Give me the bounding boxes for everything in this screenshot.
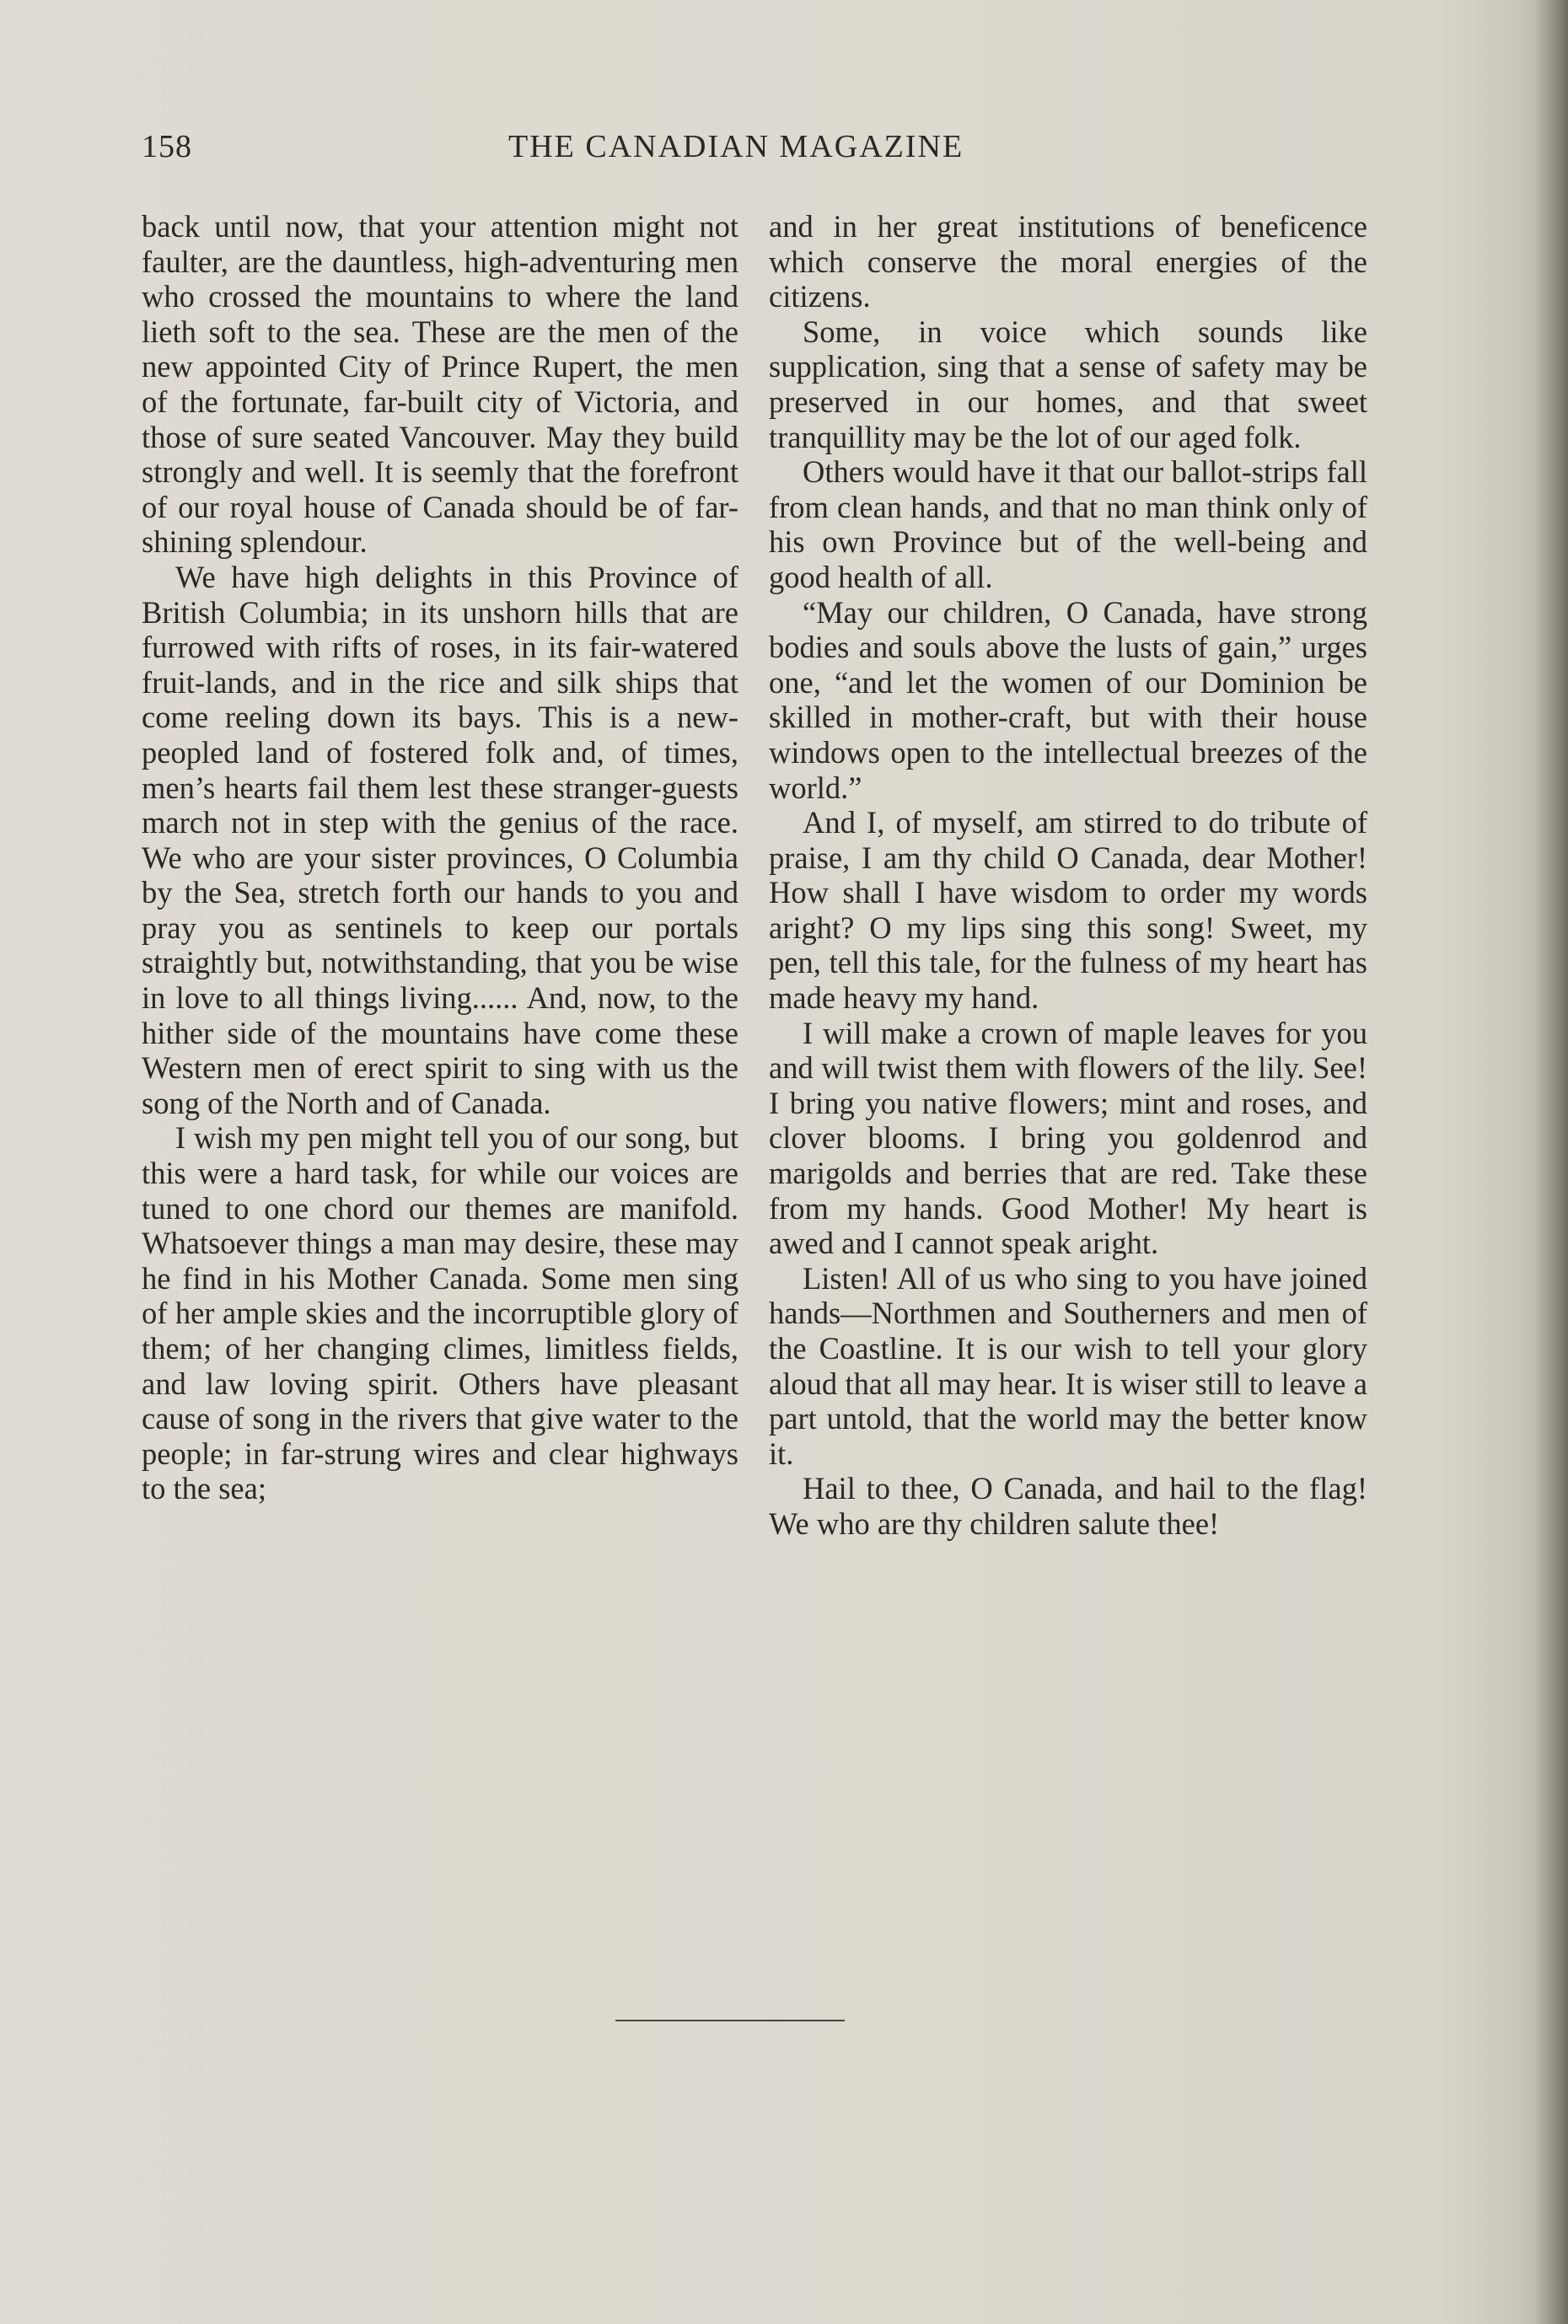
paragraph: back until now, that your attention might not faulter, are the dauntless, high-adventuring men who crossed the mountains to where the land lieth soft to the sea. These are the men of the new appointed City of Prince Rupert, the men of the fortunate, far-built city of Victoria, and those of sure seated Vancouver. May they build strongly and well. It is seemly that the forefront of our royal house of Canada should be of far-shining splendour. xyxy=(142,209,738,560)
paragraph: “May our children, O Canada, have strong bodies and souls above the lusts of gain,” urges one, “and let the women of our Dominion be skilled in mother-craft, but with their house windows open to the intellectual breezes of the world.” xyxy=(769,594,1367,805)
paragraph: And I, of myself, am stirred to do tribute of praise, I am thy child O Canada, dear Mother! How shall I have wisdom to order my words aright? O my lips sing this song! Sweet, my pen, tell this tale, for the fulness of my heart has made heavy my hand. xyxy=(769,805,1367,1016)
magazine-title: THE CANADIAN MAGAZINE xyxy=(508,129,964,164)
page-number: 158 xyxy=(142,129,192,164)
end-rule xyxy=(615,2020,845,2021)
paragraph: We have high delights in this Province of British Columbia; in its unshorn hills that are furrowed with rifts of roses, in its fair-watered fruit-lands, and in the rice and silk ships that come reeling down its bays. This is a new-peopled land of fostered folk and, of times, men’s hearts fail them lest these stranger-guests march not in step with the genius of the race. We who are your sister provinces, O Columbia by the Sea, stretch forth our hands to you and pray you as sentinels to keep our portals straightly but, notwithstanding, that you be wise in love to all things living...... And, now, to the hither side of the mountains have come these Western men of erect spirit to sing with us the song of the North and of Canada. xyxy=(142,559,738,1120)
paragraph: Others would have it that our ballot-strips fall from clean hands, and that no man think only of his own Province but of the well-being and good health of all. xyxy=(769,454,1367,594)
paragraph: Listen! All of us who sing to you have joined hands—Northmen and Southerners and men of the Coastline. It is our wish to tell your glory aloud that all may hear. It is wiser still to leave a part untold, that the world may the better know it. xyxy=(769,1260,1367,1471)
running-head xyxy=(142,128,1035,179)
left-column xyxy=(142,209,738,1506)
paragraph: I will make a crown of maple leaves for you and will twist them with flowers of the lily. See! I bring you native flowers; mint and roses, and clover blooms. I bring you goldenrod and marigolds and berries that are red. Take these from my hands. Good Mother! My heart is awed and I cannot speak aright. xyxy=(769,1015,1367,1261)
paragraph: I wish my pen might tell you of our song, but this were a hard task, for while our voices are tuned to one chord our themes are manifold. Whatsoever things a man may desire, these may he find in his Mother Canada. Some men sing of her ample skies and the incorruptible glory of them; of her changing climes, limitless fields, and law loving spirit. Others have pleasant cause of song in the rivers that give water to the people; in far-strung wires and clear highways to the sea; xyxy=(142,1120,738,1506)
paragraph: and in her great institutions of beneficence which conserve the moral energies of the citizens. xyxy=(769,209,1367,314)
paragraph: Hail to thee, O Canada, and hail to the flag! We who are thy children salute thee! xyxy=(769,1471,1367,1541)
right-column xyxy=(769,209,1367,1542)
page-edge-shadow xyxy=(1534,0,1568,2324)
paragraph: Some, in voice which sounds like supplication, sing that a sense of safety may be preserved in our homes, and that sweet tranquillity may be the lot of our aged folk. xyxy=(769,314,1367,454)
